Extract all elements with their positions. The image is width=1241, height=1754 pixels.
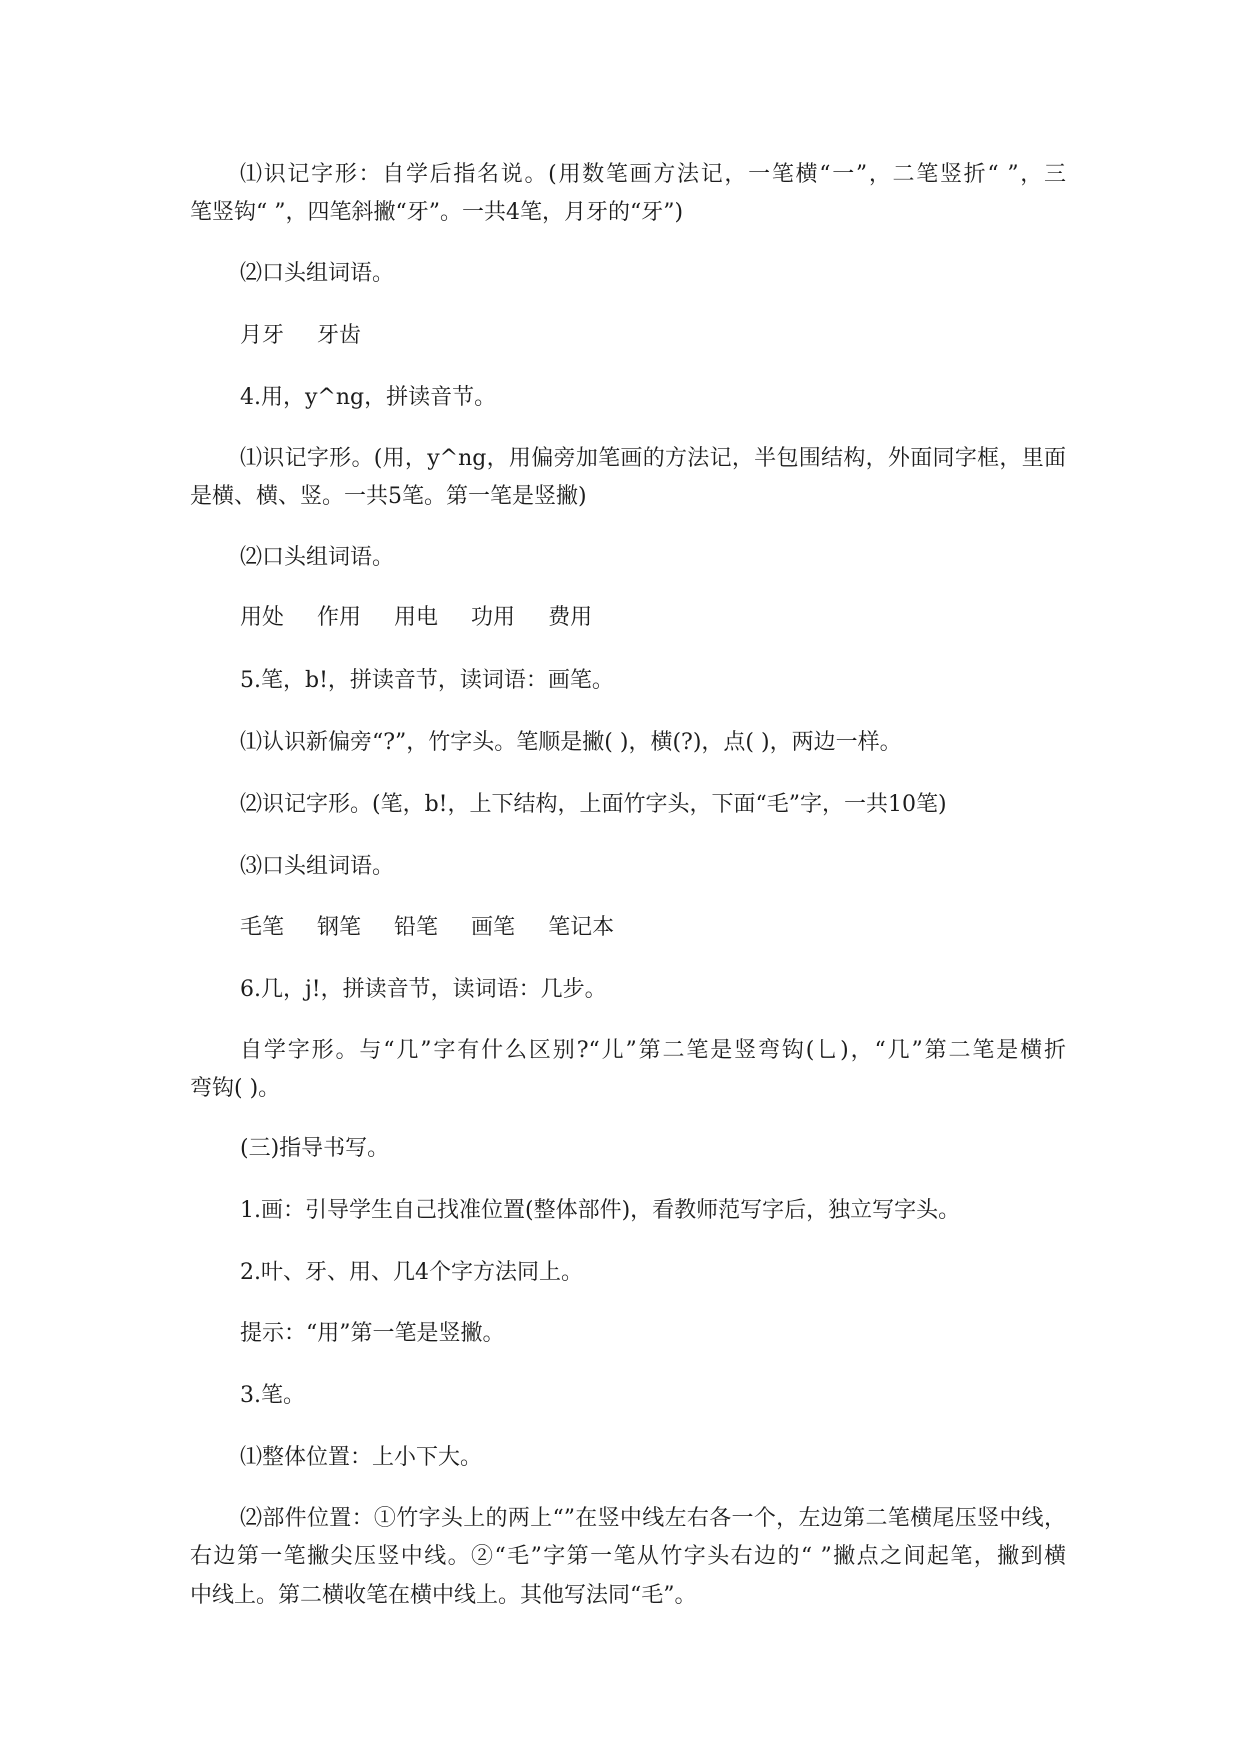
paragraph-line: ⑵口头组词语。 — [240, 261, 395, 286]
paragraph-line: ⑵口头组词语。 — [240, 545, 395, 570]
paragraph-line: 6.几，j!，拼读音节，读词语：几步。 — [240, 977, 607, 1002]
word-list — [240, 909, 614, 947]
paragraph-line: 3.笔。 — [240, 1383, 305, 1408]
vocabulary-word: 费用 — [548, 605, 593, 630]
paragraph-line: 是横、横、竖。一共5笔。第一笔是竖撇) — [190, 484, 587, 509]
paragraph-line: ⑵识记字形。(笔，b!，上下结构，上面竹字头，下面“毛”字，一共10笔) — [240, 792, 947, 817]
paragraph-line: ⑴认识新偏旁“?”，竹字头。笔顺是撇( )，横(?)，点( )，两边一样。 — [240, 730, 902, 755]
paragraph-line: 右边第一笔撇尖压竖中线。②“毛”字第一笔从竹字头右边的“ ”撇点之间起笔，撇到横 — [190, 1544, 1066, 1569]
vocabulary-word: 牙齿 — [317, 323, 362, 348]
word-list — [240, 317, 361, 355]
paragraph-line: 提示：“用”第一笔是竖撇。 — [240, 1321, 505, 1346]
paragraph-line: 4.用，y^ng，拼读音节。 — [240, 385, 497, 410]
paragraph-line: 笔竖钩“ ”，四笔斜撇“牙”。一共4笔，月牙的“牙”) — [190, 200, 684, 225]
paragraph-line: ⑶口头组词语。 — [240, 854, 395, 879]
paragraph-line: 中线上。第二横收笔在横中线上。其他写法同“毛”。 — [190, 1583, 697, 1608]
vocabulary-word: 作用 — [317, 605, 362, 630]
section-heading: (三)指导书写。 — [240, 1136, 390, 1161]
vocabulary-word: 笔记本 — [548, 915, 615, 940]
vocabulary-word: 月牙 — [240, 323, 285, 348]
vocabulary-word: 钢笔 — [317, 915, 362, 940]
vocabulary-word: 铅笔 — [394, 915, 439, 940]
paragraph-line: 弯钩( )。 — [190, 1076, 281, 1101]
paragraph-line: 2.叶、牙、用、几4个字方法同上。 — [240, 1260, 583, 1285]
paragraph-line: 自学字形。与“几”字有什么区别?“儿”第二笔是竖弯钩(乚)，“几”第二笔是横折 — [240, 1038, 1066, 1063]
vocabulary-word: 功用 — [471, 605, 516, 630]
vocabulary-word: 毛笔 — [240, 915, 285, 940]
paragraph-line: 5.笔，b!，拼读音节，读词语：画笔。 — [240, 668, 614, 693]
vocabulary-word: 用处 — [240, 605, 285, 630]
vocabulary-word: 用电 — [394, 605, 439, 630]
paragraph-line: ⑴识记字形。(用，y^ng，用偏旁加笔画的方法记，半包围结构，外面同字框，里面 — [240, 446, 1066, 471]
word-list — [240, 599, 592, 637]
paragraph-line: ⑴整体位置：上小下大。 — [240, 1445, 483, 1470]
paragraph-line: ⑴识记字形：自学后指名说。(用数笔画方法记，一笔横“一”，二笔竖折“ ”，三 — [240, 162, 1066, 187]
paragraph-line: ⑵部件位置：①竹字头上的两上“”在竖中线左右各一个，左边第二笔横尾压竖中线， — [240, 1506, 1066, 1531]
vocabulary-word: 画笔 — [471, 915, 516, 940]
paragraph-line: 1.画：引导学生自己找准位置(整体部件)，看教师范写字后，独立写字头。 — [240, 1198, 961, 1223]
